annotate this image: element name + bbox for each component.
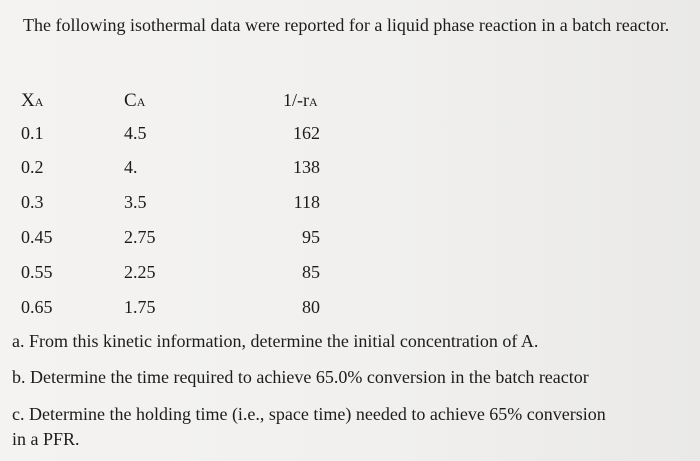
table-cell-concentration: 4.5	[124, 123, 147, 143]
header-concentration-subscript: A	[136, 95, 146, 109]
table-cell-concentration: 2.25	[124, 262, 156, 282]
table-cell-conversion: 0.2	[21, 157, 44, 177]
header-conversion	[21, 90, 43, 112]
table-cell-conversion: 0.1	[21, 123, 44, 143]
table-cell-inverse-rate: 85	[302, 262, 320, 282]
header-inverse-rate-text: 1/-r	[283, 90, 309, 110]
header-inverse-rate	[283, 90, 318, 112]
question-b: b. Determine the time required to achieve 65.0% conversion in the batch reactor	[12, 367, 589, 387]
table-cell-concentration: 1.75	[124, 297, 156, 317]
table-cell-concentration: 2.75	[124, 227, 156, 247]
table-cell-concentration: 4.	[124, 157, 138, 177]
header-conversion-subscript: A	[34, 95, 44, 109]
table-cell-inverse-rate: 118	[293, 192, 320, 212]
table-cell-conversion: 0.65	[21, 297, 53, 317]
table-cell-inverse-rate: 95	[302, 227, 320, 247]
question-c-continuation: in a PFR.	[12, 429, 80, 449]
table-cell-concentration: 3.5	[124, 192, 147, 212]
header-concentration	[124, 90, 145, 112]
header-inverse-rate-subscript: A	[309, 95, 318, 109]
table-cell-conversion: 0.45	[21, 227, 53, 247]
header-concentration-symbol: C	[124, 90, 137, 111]
question-c: c. Determine the holding time (i.e., space time) needed to achieve 65% conversion	[12, 404, 606, 424]
table-cell-inverse-rate: 138	[293, 157, 320, 177]
problem-statement: The following isothermal data were reported for a liquid phase reaction in a batch reactor.	[23, 15, 670, 35]
table-cell-inverse-rate: 80	[302, 297, 320, 317]
table-cell-conversion: 0.3	[21, 192, 44, 212]
table-cell-inverse-rate: 162	[293, 123, 320, 143]
table-cell-conversion: 0.55	[21, 262, 53, 282]
header-conversion-symbol: X	[21, 90, 35, 111]
question-a: a. From this kinetic information, determine the initial concentration of A.	[12, 331, 539, 351]
